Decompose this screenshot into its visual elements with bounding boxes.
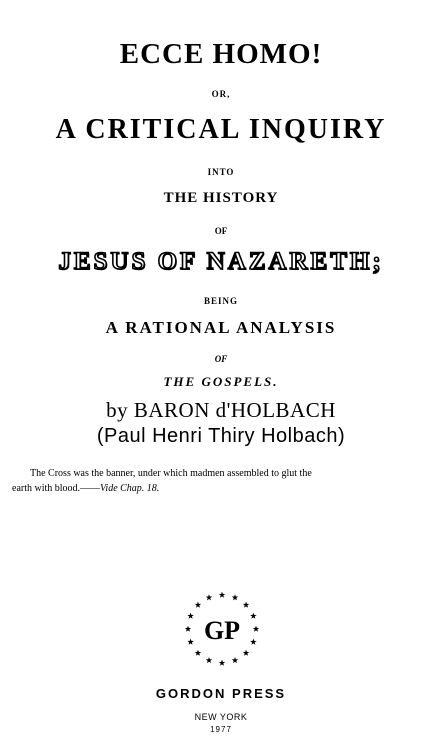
into-connector: INTO [207, 167, 235, 177]
star-icon [195, 602, 201, 608]
publication-year: 1977 [210, 725, 232, 734]
star-icon [232, 594, 238, 600]
author-line: by BARON d'HOLBACH [106, 398, 336, 422]
star-icon [206, 657, 212, 663]
star-icon [219, 592, 225, 598]
subtitle-inquiry: A CRITICAL INQUIRY [55, 114, 387, 145]
logo-letters: GP [203, 616, 241, 645]
of-connector-2: OF [214, 354, 228, 364]
subtitle-analysis: A RATIONAL ANALYSIS [105, 318, 337, 337]
publisher-logo [182, 589, 262, 669]
star-icon [206, 594, 212, 600]
subtitle-jesus: JESUS OF NAZARETH; [58, 248, 384, 275]
star-icon [250, 613, 256, 619]
main-title: ECCE HOMO! [119, 38, 323, 70]
star-icon [195, 650, 201, 656]
star-icon [232, 657, 238, 663]
star-icon [250, 639, 256, 645]
or-connector: OR, [211, 89, 231, 99]
subtitle-history: THE HISTORY [163, 190, 279, 206]
publisher-name: GORDON PRESS [155, 686, 287, 701]
subtitle-gospels: THE GOSPELS. [163, 374, 279, 389]
star-icon [219, 660, 225, 666]
epigraph-line-2 [12, 481, 410, 496]
star-icon [243, 650, 249, 656]
star-icon [253, 626, 259, 632]
star-icon [243, 602, 249, 608]
star-icon [187, 613, 193, 619]
star-icon [185, 626, 191, 632]
epigraph-line-2-text: earth with blood. [12, 483, 81, 494]
star-icon [187, 639, 193, 645]
epigraph-dash: —— [80, 483, 101, 494]
of-connector-1: OF [214, 226, 228, 236]
author-full-name: (Paul Henri Thiry Holbach) [96, 425, 346, 447]
epigraph-line-1: The Cross was the banner, under which madmen assembled to glut the [30, 468, 312, 479]
epigraph-reference: Vide Chap. 18. [100, 483, 160, 494]
being-connector: BEING [203, 296, 238, 306]
epigraph [12, 466, 410, 496]
publisher-city: NEW YORK [194, 712, 248, 722]
